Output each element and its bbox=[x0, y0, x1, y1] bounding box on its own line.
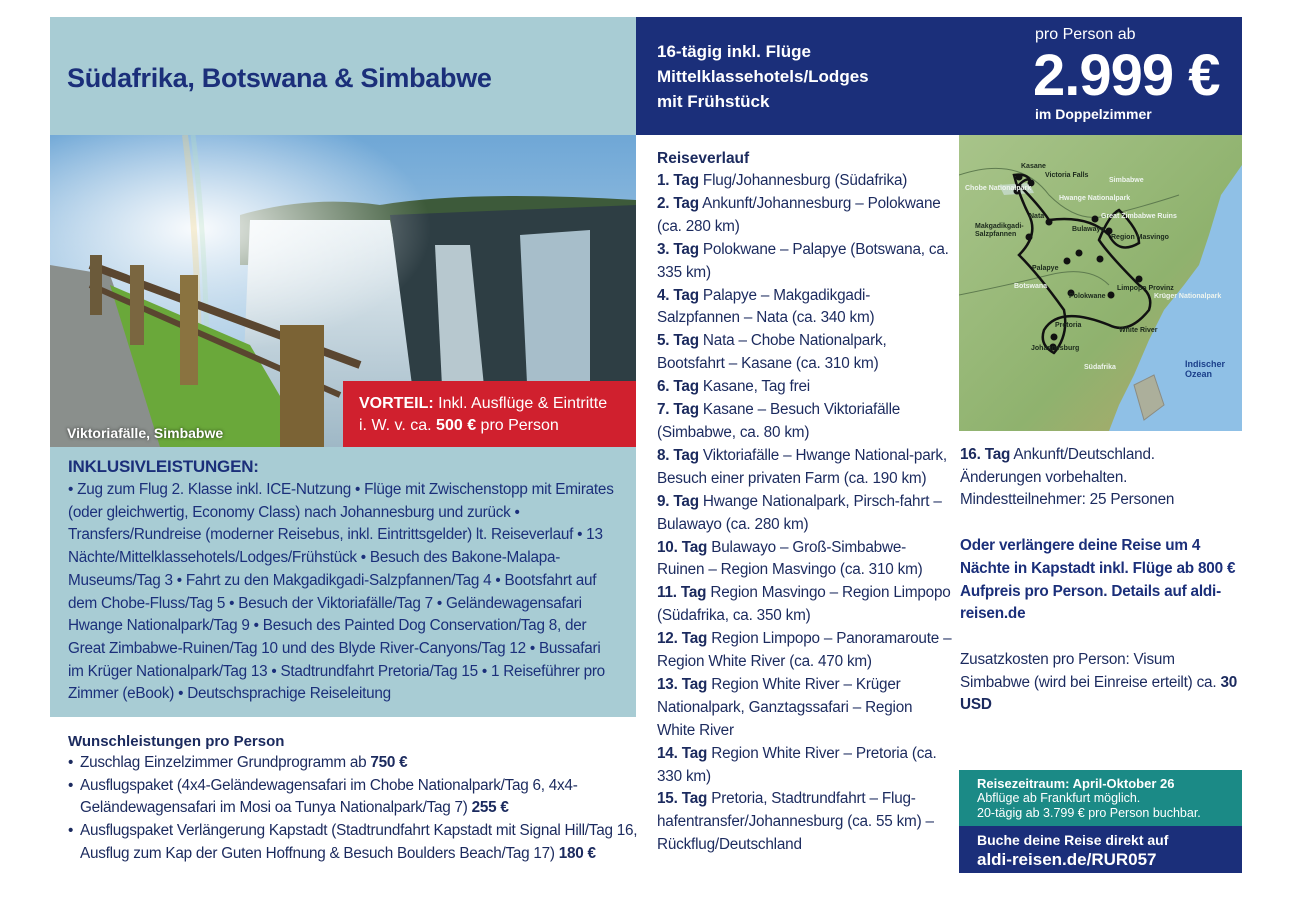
booking-box[interactable] bbox=[959, 826, 1242, 873]
day-label: 5. Tag bbox=[657, 332, 699, 350]
feature-breakfast: mit Frühstück bbox=[657, 92, 770, 111]
map-label-palapye: Palapye bbox=[1032, 265, 1059, 272]
itinerary-day-16 bbox=[960, 444, 1245, 467]
offer-header bbox=[636, 17, 1242, 135]
map-label-polokwane: Polokwane bbox=[1069, 293, 1106, 300]
map-label-bulawayo: Bulawayo bbox=[1072, 226, 1105, 233]
optional-list bbox=[68, 752, 638, 866]
map-label-pretoria: Pretoria bbox=[1055, 322, 1082, 329]
map-label-ocean: Indischer Ozean bbox=[1185, 359, 1226, 379]
itinerary-day bbox=[657, 582, 952, 628]
itinerary-day bbox=[657, 399, 952, 445]
extended-price-note: 20-tägig ab 3.799 € pro Person buchbar. bbox=[977, 806, 1201, 820]
optional-item-price: 180 € bbox=[558, 844, 596, 862]
feature-duration: 16-tägig inkl. Flüge bbox=[657, 42, 811, 61]
extra-costs-amount: 30 USD bbox=[960, 673, 1238, 714]
day-text: Ankunft/Johannesburg – Polokwane (ca. 280 km) bbox=[657, 194, 941, 235]
optional-item-price: 255 € bbox=[471, 799, 509, 817]
price-label-top: pro Person ab bbox=[1035, 26, 1136, 43]
map-label-nata: Nata bbox=[1029, 213, 1045, 220]
optional-services bbox=[68, 733, 638, 866]
day-label: 16. Tag bbox=[960, 446, 1011, 463]
travel-period-box bbox=[959, 770, 1242, 826]
day-text: Region Masvingo – Region Limpopo (Südafrika, ca. 350 km) bbox=[657, 584, 951, 625]
itinerary-heading: Reiseverlauf bbox=[657, 150, 750, 167]
map-label-hwange: Hwange Nationalpark bbox=[1059, 195, 1131, 202]
day-text: Hwange Nationalpark, Pirsch-fahrt – Bulawayo (ca. 280 km) bbox=[657, 492, 942, 533]
day-label: 4. Tag bbox=[657, 286, 699, 304]
day-text: Nata – Chobe Nationalpark, Bootsfahrt – Kasane (ca. 310 km) bbox=[657, 332, 887, 373]
inclusive-text: • Zug zum Flug 2. Klasse inkl. ICE-Nutzung • Flüge mit Zwischenstopp mit Emirates (oder gleichwertig, Economy Class) nach Johannesburg und zurück • Transfers/Rundreise (moderner Reisebus, inkl. Eintrittsgelder) lt. Reiseverlauf • 13 Nächte/Mittelklassehotels/Lodges/Frühstück • Besuch des Bakone-Malapa-Museums/Tag 3 • Fahrt zu den Makgadikgadi-Salzpfannen/Tag 4 • Bootsfahrt auf dem Chobe-Fluss/Tag 5 • Besuch der Viktoriafälle/Tag 7 • Geländewagensafari Hwange Nationalpark/Tag 9 • Besuch des Painted Dog Conservation/Tag 8, der Great Zimbabwe-Ruinen/Tag 10 und des Blyde River-Canyons/Tag 12 • Bussafari im Krüger Nationalpark/Tag 13 • Stadtrundfahrt Pretoria/Tag 15 • 1 Reiseführer pro Zimmer (eBook) • Deutschsprachige Reiseleitung bbox=[68, 481, 614, 703]
advantage-value-suffix: pro Person bbox=[476, 417, 559, 434]
map-label-masvingo: Region Masvingo bbox=[1111, 234, 1169, 241]
itinerary-day bbox=[657, 491, 952, 537]
day-label: 14. Tag bbox=[657, 744, 708, 762]
itinerary-day bbox=[657, 537, 952, 583]
day-text: Kasane – Besuch Viktoriafälle (Simbabwe, ca. 80 km) bbox=[657, 401, 901, 441]
day-label: 11. Tag bbox=[657, 584, 707, 602]
day-text: Kasane, Tag frei bbox=[698, 378, 810, 396]
day-text: Bulawayo – Groß-Simbabwe-Ruinen – Region Masvingo (ca. 310 km) bbox=[657, 538, 923, 579]
itinerary-day bbox=[657, 193, 952, 239]
itinerary-day bbox=[657, 788, 952, 857]
extension-offer: Oder verlängere deine Reise um 4 Nächte in Kapstadt inkl. Flüge ab 800 € Aufpreis pro Person. Details auf aldi-reisen.de bbox=[960, 537, 1236, 623]
victoria-falls-photo bbox=[50, 135, 636, 447]
advantage-amount: 500 € bbox=[436, 417, 477, 434]
inclusive-services-panel bbox=[50, 447, 636, 717]
optional-item-price: 750 € bbox=[370, 754, 408, 771]
booking-label: Buche deine Reise direkt auf bbox=[977, 832, 1169, 848]
optional-item bbox=[68, 775, 638, 820]
map-label-kruger: Krüger Nationalpark bbox=[1154, 293, 1222, 300]
day-text: Region White River – Pretoria (ca. 330 km) bbox=[657, 744, 937, 785]
map-label-white-river: White River bbox=[1119, 327, 1158, 334]
map-label-victoria-falls: Victoria Falls bbox=[1045, 172, 1089, 179]
itinerary-day bbox=[657, 376, 952, 399]
advantage-value-prefix: i. W. v. ca. bbox=[359, 417, 437, 434]
itinerary-day bbox=[657, 445, 952, 491]
day-label: 10. Tag bbox=[657, 538, 708, 556]
optional-item bbox=[68, 752, 638, 775]
day-text: Region Limpopo – Panoramaroute – Region White River (ca. 470 km) bbox=[657, 630, 952, 671]
extra-costs bbox=[960, 649, 1245, 717]
day-text: Ankunft/Deutschland. bbox=[1010, 446, 1155, 463]
map-label-makgadikgadi: Makgadikgadi-Salzpfannen bbox=[975, 223, 1024, 238]
day-text: Flug/Johannesburg (Südafrika) bbox=[698, 172, 908, 189]
map-label-kasane: Kasane bbox=[1021, 163, 1046, 170]
day-label: 12. Tag bbox=[657, 630, 708, 648]
map-label-botswana: Botswana bbox=[1014, 283, 1048, 290]
optional-item-text: Ausflugspaket (4x4-Geländewagensafari im Chobe Nationalpark/Tag 6, 4x4-Geländewagensafari im Mosi oa Tunya Nationalpark/Tag 7) bbox=[80, 776, 578, 817]
optional-heading: Wunschleistungen pro Person bbox=[68, 733, 285, 750]
day-label: 13. Tag bbox=[657, 675, 708, 693]
day-text: Pretoria, Stadtrundfahrt – Flug-hafentransfer/Johannesburg (ca. 55 km) – Rückflug/Deutschland bbox=[657, 790, 934, 854]
day-label: 7. Tag bbox=[657, 401, 699, 419]
right-info bbox=[960, 444, 1245, 717]
day-text: Polokwane – Palapye (Botswana, ca. 335 km) bbox=[657, 240, 949, 281]
day-label: 6. Tag bbox=[657, 378, 699, 396]
map-label-suedafrika: Südafrika bbox=[1084, 364, 1116, 371]
map-graphic bbox=[959, 135, 1242, 431]
extra-costs-text: Zusatzkosten pro Person: Visum Simbabwe (wird bei Einreise erteilt) ca. bbox=[960, 650, 1221, 691]
page-title: Südafrika, Botswana & Simbabwe bbox=[67, 63, 492, 93]
itinerary-day bbox=[657, 628, 952, 674]
map-label-limpopo: Limpopo Provinz bbox=[1117, 285, 1174, 292]
day-text: Viktoriafälle – Hwange National-park, Besuch einer privaten Farm (ca. 190 km) bbox=[657, 446, 947, 487]
itinerary-day bbox=[657, 330, 952, 376]
route-map bbox=[959, 135, 1242, 431]
day-text: Region White River – Krüger Nationalpark, Ganztagssafari – Region White River bbox=[657, 675, 913, 739]
photo-caption: Viktoriafälle, Simbabwe bbox=[67, 425, 224, 441]
itinerary-day bbox=[657, 285, 952, 331]
price-label-bottom: im Doppelzimmer bbox=[1035, 106, 1152, 122]
day-label: 3. Tag bbox=[657, 240, 699, 258]
offer-features bbox=[657, 39, 869, 114]
day-label: 1. Tag bbox=[657, 172, 699, 189]
itinerary-day bbox=[657, 674, 952, 743]
feature-hotels: Mittelklassehotels/Lodges bbox=[657, 67, 869, 86]
itinerary bbox=[657, 148, 952, 857]
optional-item-text: Ausflugspaket Verlängerung Kapstadt (Stadtrundfahrt Kapstadt mit Signal Hill/Tag 16, Ausflug zum Kap der Guten Hoffnung & Besuch Boulders Beach/Tag 17) bbox=[80, 822, 638, 862]
departure-note: Abflüge ab Frankfurt möglich. bbox=[977, 791, 1141, 805]
advantage-label: VORTEIL: bbox=[359, 395, 434, 412]
advantage-text: Inkl. Ausflüge & Eintritte bbox=[433, 395, 608, 412]
map-label-simbabwe: Simbabwe bbox=[1109, 177, 1144, 184]
travel-period: Reisezeitraum: April-Oktober 26 bbox=[977, 776, 1175, 791]
optional-item-text: Zuschlag Einzelzimmer Grundprogramm ab bbox=[80, 754, 371, 771]
map-label-chobe: Chobe Nationalpark bbox=[965, 185, 1032, 192]
day-text: Palapye – Makgadikgadi-Salzpfannen – Nata (ca. 340 km) bbox=[657, 286, 875, 327]
optional-item bbox=[68, 820, 638, 865]
note-changes: Änderungen vorbehalten. bbox=[960, 468, 1128, 486]
day-label: 15. Tag bbox=[657, 790, 708, 808]
price-value: 2.999 € bbox=[1033, 43, 1220, 108]
note-min-participants: Mindestteilnehmer: 25 Personen bbox=[960, 491, 1175, 509]
inclusive-heading: INKLUSIVLEISTUNGEN: bbox=[68, 457, 259, 476]
itinerary-day bbox=[657, 170, 952, 193]
day-label: 9. Tag bbox=[657, 492, 699, 510]
itinerary-day bbox=[657, 743, 952, 789]
day-label: 8. Tag bbox=[657, 446, 699, 464]
map-label-johannesburg: Johannesburg bbox=[1031, 345, 1080, 352]
itinerary-day bbox=[657, 239, 952, 285]
booking-link[interactable]: aldi-reisen.de/RUR057 bbox=[977, 850, 1157, 869]
map-label-great-zimbabwe: Great Zimbabwe Ruins bbox=[1101, 213, 1177, 220]
title-panel bbox=[50, 17, 636, 135]
day-label: 2. Tag bbox=[657, 194, 699, 212]
advantage-badge bbox=[343, 381, 636, 447]
